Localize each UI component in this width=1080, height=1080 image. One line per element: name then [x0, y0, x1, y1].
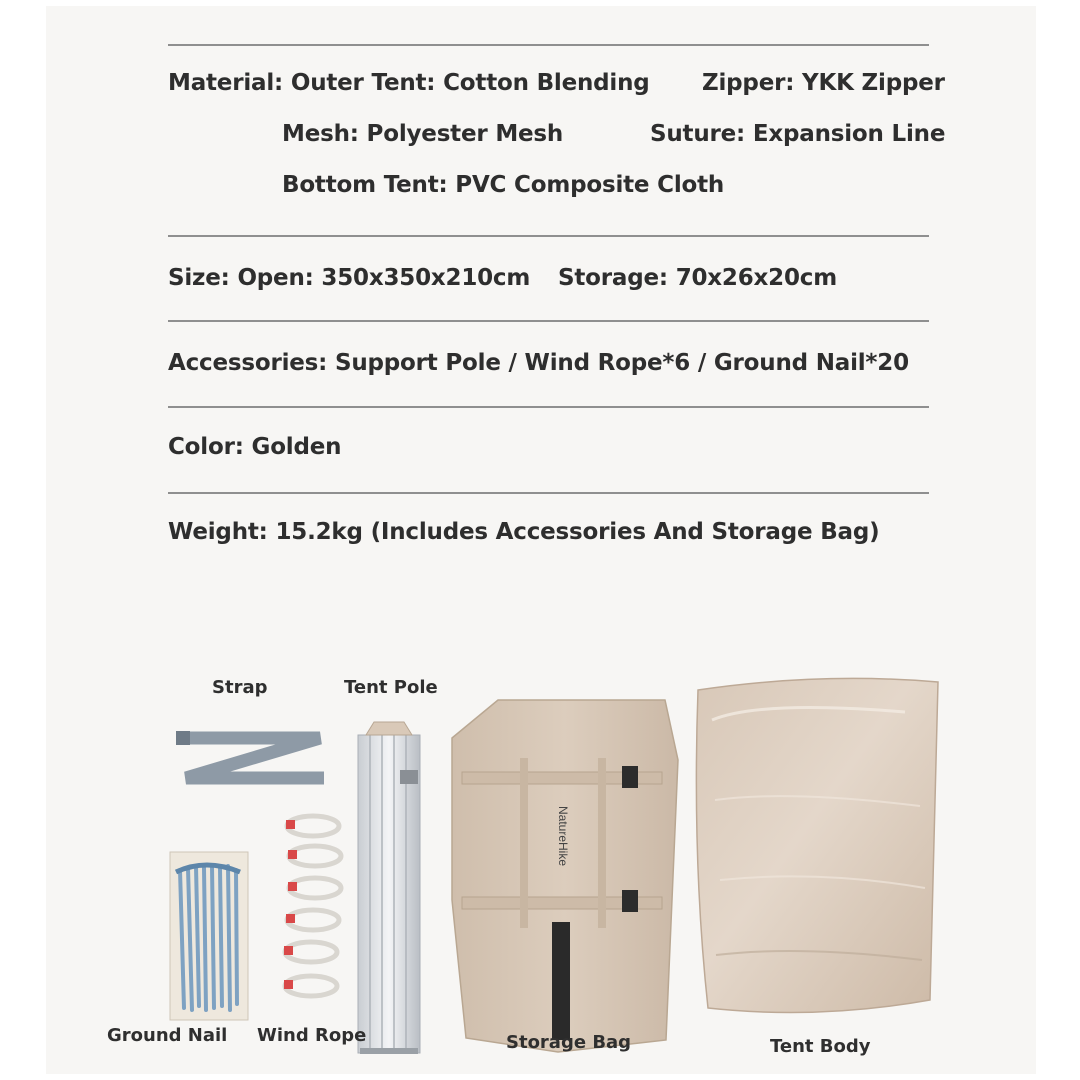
storage-bag-image	[452, 700, 678, 1052]
tent-body-label: Tent Body	[770, 1036, 871, 1057]
ground-nail-image	[170, 852, 248, 1020]
spec-color: Color: Golden	[168, 434, 342, 460]
strap-image	[176, 731, 324, 778]
wind-rope-label: Wind Rope	[257, 1025, 367, 1046]
ground-nail-label: Ground Nail	[107, 1025, 228, 1046]
tent-body-image	[696, 678, 938, 1012]
wind-rope-image	[284, 816, 341, 996]
strap-label: Strap	[212, 677, 268, 698]
spec-storage: Storage: 70x26x20cm	[558, 265, 837, 291]
bag-brand-text: NatureHike	[556, 806, 570, 867]
storage-bag-label: Storage Bag	[506, 1032, 632, 1053]
spec-weight: Weight: 15.2kg (Includes Accessories And Storage Bag)	[168, 519, 880, 545]
spec-material: Material: Outer Tent: Cotton Blending	[168, 70, 650, 96]
spec-size-open: Size: Open: 350x350x210cm	[168, 265, 531, 291]
spec-bottom-tent: Bottom Tent: PVC Composite Cloth	[282, 172, 725, 198]
tent-pole-image	[358, 722, 420, 1054]
spec-accessories: Accessories: Support Pole / Wind Rope*6 / Ground Nail*20	[168, 350, 909, 376]
spec-mesh: Mesh: Polyester Mesh	[282, 121, 564, 147]
spec-zipper: Zipper: YKK Zipper	[702, 70, 945, 96]
tent-pole-label: Tent Pole	[344, 677, 438, 698]
spec-suture: Suture: Expansion Line	[650, 121, 946, 147]
